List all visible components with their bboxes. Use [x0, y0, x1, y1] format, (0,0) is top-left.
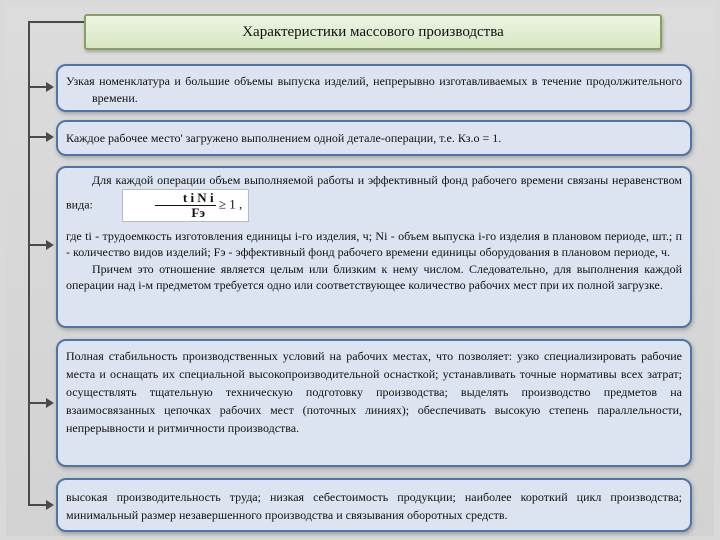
connector-to-box4 — [28, 402, 46, 404]
characteristic-box-5 — [56, 478, 692, 532]
formula-numerator: t i N i — [155, 191, 216, 206]
formula-relation: ≥ 1 , — [218, 195, 243, 211]
box3-intro — [66, 172, 682, 222]
characteristic-box-4 — [56, 339, 692, 467]
box3-intro-text: Для каждой операции объем выполняемой работы и эффективный фонд рабочего времени связаны неравенством вида: — [66, 173, 682, 211]
slide-title — [84, 14, 662, 50]
box2-text: Каждое рабочее место' загружено выполнением одной детале-операции, т.е. Кз.о = 1. — [66, 131, 502, 145]
box3-conclusion: Причем это отношение является целым или близким к нему числом. Следовательно, для выполнения каждой операции над i-м предметом требуется одно или соответствующее количество рабочих мест при их полной загрузке. — [66, 261, 682, 292]
characteristic-box-3 — [56, 166, 692, 328]
connector-to-box1 — [28, 86, 46, 88]
arrow-icon — [46, 398, 54, 408]
connector-to-box2 — [28, 136, 46, 138]
box1-text: Узкая номенклатура и большие объемы выпуска изделий, непрерывно изготавливаемых в течение продолжительного времени. — [66, 74, 682, 105]
connector-to-title — [28, 21, 84, 23]
arrow-icon — [46, 240, 54, 250]
connector-to-box3 — [28, 244, 46, 246]
characteristic-box-2 — [56, 120, 692, 156]
box4-text: Полная стабильность производственных условий на рабочих местах, что позволяет: узко специализировать рабочие места и оснащать их специальной высокопроизводительной оснасткой; устанавливать точные нормативы всех затрат; осуществлять тщательную техническую подготовку производства; выделять производство предметов на взаимосвязанных цепочках рабочих мест (поточных линиях); обеспечивать высокую степень параллельности, непрерывности и ритмичности производства. — [66, 349, 682, 435]
box5-text: высокая производительность труда; низкая себестоимость продукции; наиболее короткий цикл производства; минимальный размер незавершенного производства и связывания оборотных средств. — [66, 490, 682, 522]
arrow-icon — [46, 132, 54, 142]
characteristic-box-1 — [56, 64, 692, 112]
connector-to-box5 — [28, 504, 46, 506]
box3-definitions: где ti - трудоемкость изготовления единицы i-го изделия, ч; Ni - объем выпуска i-го изделия в плановом периоде, шт.; п - количество видов изделий; Fэ - эффективный фонд рабочего времени единицы оборудования в плановом периоде, ч. — [66, 228, 682, 259]
arrow-icon — [46, 500, 54, 510]
formula — [122, 189, 249, 222]
connector-vertical — [28, 21, 30, 506]
formula-denominator: Fэ — [191, 204, 205, 220]
formula-fraction — [155, 191, 216, 220]
slide — [6, 4, 714, 536]
arrow-icon — [46, 82, 54, 92]
slide-title-text: Характеристики массового производства — [242, 23, 504, 40]
